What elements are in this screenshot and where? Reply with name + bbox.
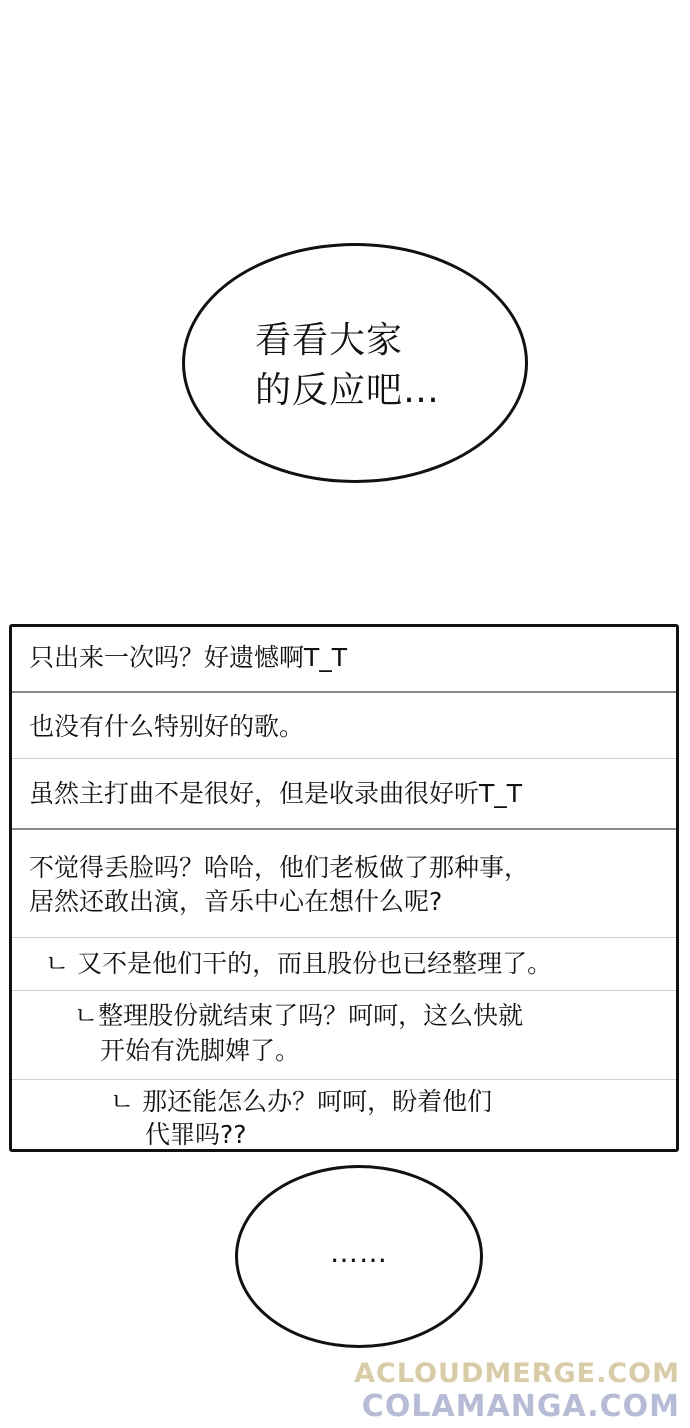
comment-box: [9, 624, 679, 1152]
reply-text-line-2: 代罪吗??: [145, 1120, 247, 1149]
speech-bubble-bottom-text: ……: [330, 1236, 388, 1269]
speech-line-1: 看看大家: [255, 320, 404, 361]
comment-row-4: [12, 830, 676, 936]
speech-bubble-top: [182, 243, 528, 483]
speech-line-2: 的反应吧…: [255, 370, 441, 411]
comment-text-line-1: 不觉得丢脸吗？哈哈，他们老板做了那种事，: [29, 853, 530, 882]
comment-row-1: [12, 627, 676, 691]
comment-text: 也没有什么特别好的歌。: [29, 712, 305, 741]
reply-text: ㄴ 又不是他们干的，而且股份也已经整理了。: [45, 949, 553, 978]
comment-row-2: [12, 693, 676, 757]
reply-text-line-1: ㄴ 那还能怎么办？呵呵，盼着他们: [110, 1087, 493, 1116]
speech-bubble-top-text: [255, 316, 440, 416]
reply-text-line-2: 开始有洗脚婢了。: [100, 1036, 301, 1065]
watermark-colamanga: COLAMANGA.COM: [361, 1389, 680, 1424]
reply-row-3: [12, 1080, 676, 1152]
comment-row-3: [12, 759, 676, 829]
reply-text-line-1: ㄴ整理股份就结束了吗？呵呵，这么快就: [74, 1001, 524, 1030]
reply-row-1: [12, 938, 676, 990]
comment-text-line-2: 居然还敢出演，音乐中心在想什么呢?: [29, 887, 443, 916]
comment-text: 虽然主打曲不是很好，但是收录曲很好听T_T: [29, 779, 523, 808]
reply-row-2: [12, 991, 676, 1079]
comment-text: 只出来一次吗？好遗憾啊T_T: [29, 643, 348, 672]
watermark-acloudmerge: ACLOUDMERGE.COM: [354, 1358, 680, 1389]
speech-bubble-bottom: [235, 1165, 483, 1348]
